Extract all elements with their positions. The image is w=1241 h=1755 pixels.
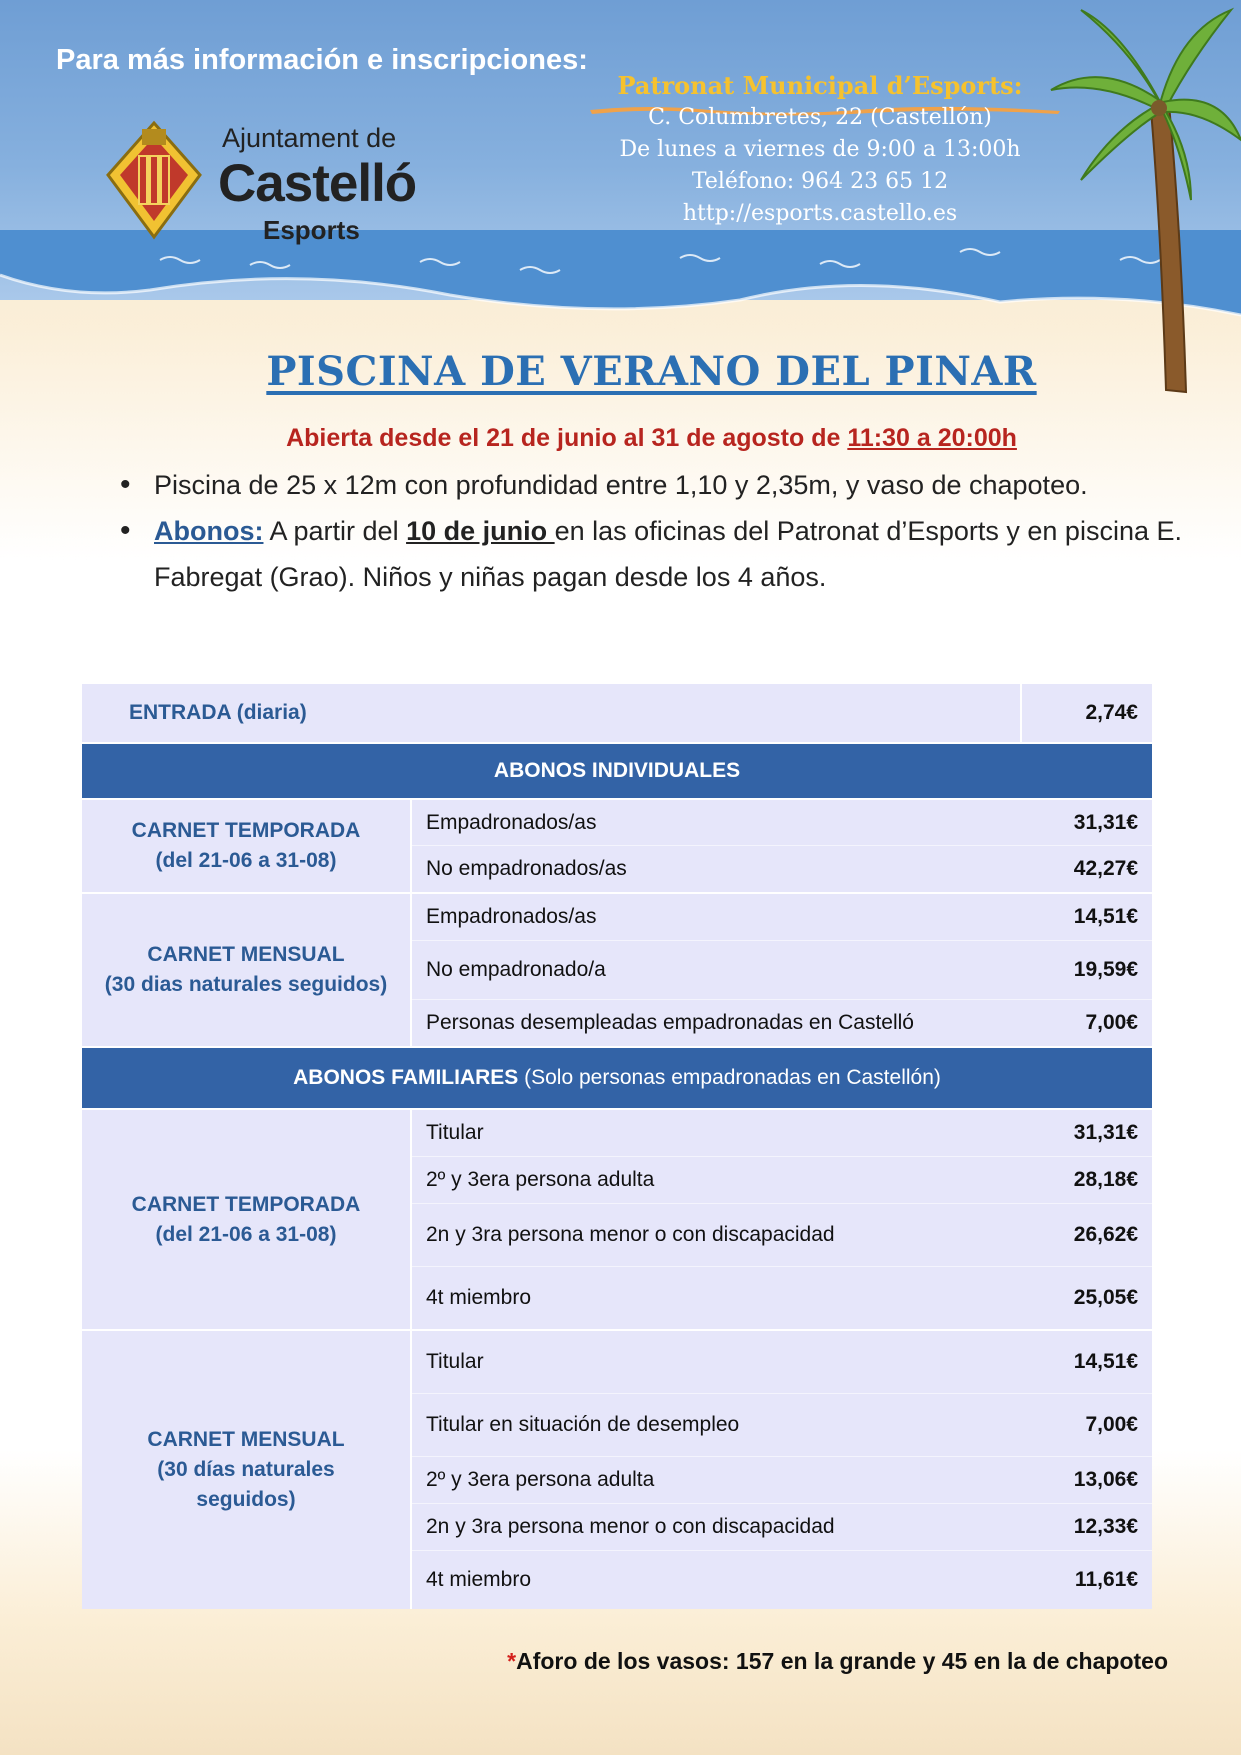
row-label: No empadronado/a [426, 958, 606, 981]
row-label: Empadronados/as [426, 905, 597, 928]
entrada-row [82, 684, 1152, 742]
patronat-title: Patronat Municipal d’Esports: [617, 71, 1023, 100]
row-price: 14,51€ [1073, 1350, 1138, 1373]
patronat-address: C. Columbretes, 22 (Castellón) [648, 105, 992, 130]
opening-dates [0, 424, 1241, 453]
row-price: 31,31€ [1073, 810, 1138, 834]
row-label: Empadronados/as [426, 810, 597, 834]
opening-dates-prefix: Abierta desde el 21 de junio al 31 de agosto de [286, 424, 848, 452]
ind-temporada-group [82, 798, 1152, 892]
logo-line-2: Castelló [218, 154, 417, 213]
abonos-date: 10 de junio [406, 516, 555, 546]
row-label: Titular [426, 1121, 484, 1144]
table-row [412, 1331, 1152, 1394]
table-row [412, 894, 1152, 941]
ind-mensual-label: CARNET MENSUAL (30 dias naturales seguidos) [82, 894, 412, 1046]
table-row [412, 941, 1152, 1000]
table-row [412, 1267, 1152, 1329]
row-price: 11,61€ [1074, 1568, 1138, 1591]
row-price: 28,18€ [1073, 1168, 1138, 1191]
ind-temporada-label: CARNET TEMPORADA (del 21-06 a 31-08) [82, 800, 412, 892]
patronat-web-link[interactable]: http://esports.castello.es [682, 201, 958, 226]
fam-temporada-group [82, 1108, 1152, 1329]
logo-line-1: Ajuntament de [222, 123, 397, 153]
table-row [412, 1000, 1152, 1046]
familiar-header-bold: ABONOS FAMILIARES [293, 1066, 519, 1089]
row-price: 25,05€ [1073, 1286, 1138, 1309]
individual-header-text: ABONOS INDIVIDUALES [493, 759, 741, 782]
table-row [412, 1551, 1152, 1609]
row-price: 31,31€ [1073, 1121, 1138, 1144]
row-price: 13,06€ [1073, 1468, 1138, 1491]
fam-temporada-label: CARNET TEMPORADA (del 21-06 a 31-08) [82, 1110, 412, 1329]
row-label: 2º y 3era persona adulta [426, 1168, 655, 1191]
price-table [82, 684, 1152, 1609]
abonos-label: Abonos: [154, 516, 264, 546]
table-row [412, 1110, 1152, 1157]
castello-shield-icon [100, 115, 208, 245]
abonos-text-1: A partir del [263, 516, 407, 546]
individual-header [82, 742, 1152, 798]
entrada-label: ENTRADA (diaria) [82, 684, 1022, 742]
bullet-pool-size: • Piscina de 25 x 12m con profundidad entre 1,10 y 2,35m, y vaso de chapoteo. [120, 462, 1182, 508]
logo-line-3: Esports [263, 215, 360, 245]
table-row [412, 1457, 1152, 1504]
table-row [412, 846, 1152, 892]
row-price: 7,00€ [1085, 1011, 1138, 1034]
table-row [412, 1204, 1152, 1267]
capacity-footnote [507, 1648, 1168, 1675]
entrada-price: 2,74€ [1085, 701, 1138, 724]
table-row [412, 800, 1152, 846]
fam-mensual-group [82, 1329, 1152, 1609]
row-price: 14,51€ [1073, 905, 1138, 928]
footnote-text: Aforo de los vasos: 157 en la grande y 45 en la de chapoteo [516, 1648, 1168, 1674]
page-title: PISCINA DE VERANO DEL PINAR [266, 348, 1037, 395]
table-row [412, 1157, 1152, 1204]
ind-mensual-group [82, 892, 1152, 1046]
row-label: Personas desempleadas empadronadas en Castelló [426, 1011, 914, 1034]
info-bullets [120, 462, 1182, 600]
row-price: 7,00€ [1085, 1413, 1138, 1436]
bullet-abonos [120, 508, 1182, 600]
row-price: 19,59€ [1073, 958, 1138, 981]
row-price: 26,62€ [1073, 1223, 1138, 1246]
row-price: 42,27€ [1073, 857, 1138, 880]
row-label: 4t miembro [426, 1568, 532, 1591]
contact-lead-text: Para más información e inscripciones: [56, 44, 588, 76]
footnote-asterisk: * [507, 1648, 517, 1674]
row-label: 4t miembro [426, 1286, 532, 1309]
patronat-hours: De lunes a viernes de 9:00 a 13:00h [619, 137, 1021, 162]
row-label: 2n y 3ra persona menor o con discapacidad [426, 1223, 835, 1246]
familiar-header [82, 1046, 1152, 1108]
table-row [412, 1504, 1152, 1551]
row-label: Titular en situación de desempleo [426, 1413, 740, 1436]
row-label: 2º y 3era persona adulta [426, 1468, 655, 1491]
opening-hours: 11:30 a 20:00h [847, 424, 1017, 452]
ajuntament-logo [100, 115, 420, 250]
fam-mensual-label: CARNET MENSUAL (30 días naturales seguidos) [82, 1331, 412, 1609]
palm-tree-icon [1041, 0, 1241, 400]
row-price: 12,33€ [1073, 1515, 1138, 1538]
row-label: Titular [426, 1350, 484, 1373]
table-row [412, 1394, 1152, 1457]
familiar-header-text [82, 1048, 1152, 1108]
row-label: No empadronados/as [426, 857, 627, 880]
row-label: 2n y 3ra persona menor o con discapacidad [426, 1515, 835, 1538]
familiar-header-note: (Solo personas empadronadas en Castellón) [518, 1066, 941, 1089]
patronat-phone: Teléfono: 964 23 65 12 [691, 169, 949, 194]
patronat-contact-block [590, 70, 1050, 230]
abonos-text-2: en las oficinas del Patronat d’Esports y en piscina E. Fabregat (Grao). Niños y niñas pagan desde los 4 años. [154, 516, 1182, 592]
